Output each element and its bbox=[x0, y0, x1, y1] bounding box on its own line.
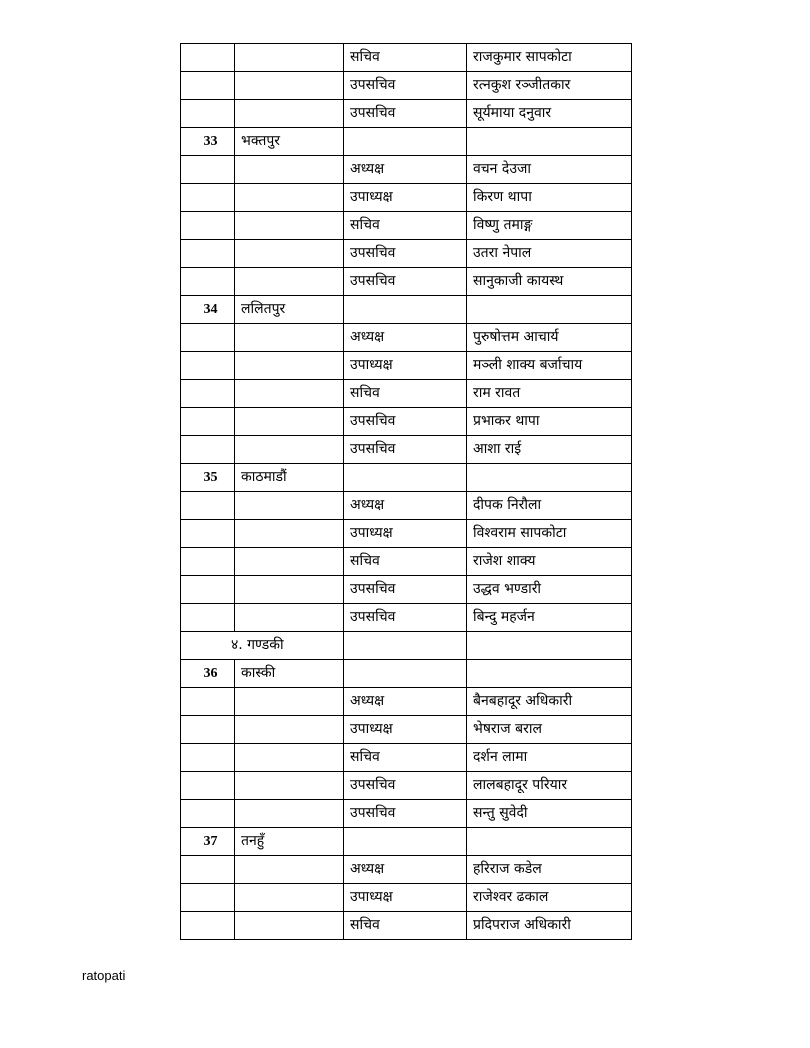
member-row bbox=[181, 744, 632, 772]
member-row bbox=[181, 772, 632, 800]
roster-body bbox=[181, 44, 632, 940]
post-cell bbox=[344, 828, 467, 856]
district-name-cell: कास्की bbox=[235, 660, 344, 688]
post-cell bbox=[344, 296, 467, 324]
district-cell bbox=[235, 884, 344, 912]
number-cell bbox=[181, 492, 235, 520]
member-name-cell: विश्वराम सापकोटा bbox=[467, 520, 632, 548]
district-cell bbox=[235, 212, 344, 240]
member-row bbox=[181, 436, 632, 464]
post-cell: उपाध्यक्ष bbox=[344, 352, 467, 380]
district-cell bbox=[235, 72, 344, 100]
post-cell: उपसचिव bbox=[344, 604, 467, 632]
member-row bbox=[181, 492, 632, 520]
member-name-cell bbox=[467, 828, 632, 856]
district-row bbox=[181, 464, 632, 492]
number-cell bbox=[181, 44, 235, 72]
member-name-cell: राजकुमार सापकोटा bbox=[467, 44, 632, 72]
district-cell bbox=[235, 408, 344, 436]
member-row bbox=[181, 884, 632, 912]
member-name-cell: सन्तु सुवेदी bbox=[467, 800, 632, 828]
member-row bbox=[181, 912, 632, 940]
post-cell: अध्यक्ष bbox=[344, 688, 467, 716]
member-name-cell bbox=[467, 296, 632, 324]
post-cell: उपसचिव bbox=[344, 72, 467, 100]
district-cell bbox=[235, 156, 344, 184]
member-name-cell: वचन देउजा bbox=[467, 156, 632, 184]
district-row bbox=[181, 828, 632, 856]
number-cell bbox=[181, 548, 235, 576]
district-name-cell: भक्तपुर bbox=[235, 128, 344, 156]
number-cell bbox=[181, 688, 235, 716]
district-cell bbox=[235, 100, 344, 128]
member-name-cell: उद्धव भण्डारी bbox=[467, 576, 632, 604]
district-row bbox=[181, 660, 632, 688]
district-cell bbox=[235, 856, 344, 884]
district-cell bbox=[235, 772, 344, 800]
member-name-cell: सूर्यमाया दनुवार bbox=[467, 100, 632, 128]
number-cell bbox=[181, 184, 235, 212]
member-row bbox=[181, 44, 632, 72]
number-cell bbox=[181, 324, 235, 352]
district-number-cell: 37 bbox=[181, 828, 235, 856]
post-cell bbox=[344, 660, 467, 688]
province-label: ४. गण्डकी bbox=[231, 637, 284, 653]
post-cell bbox=[344, 632, 467, 660]
district-cell bbox=[235, 240, 344, 268]
member-name-cell bbox=[467, 632, 632, 660]
post-cell: उपसचिव bbox=[344, 240, 467, 268]
number-cell bbox=[181, 436, 235, 464]
member-name-cell: भेषराज बराल bbox=[467, 716, 632, 744]
post-cell: सचिव bbox=[344, 912, 467, 940]
member-row bbox=[181, 856, 632, 884]
member-row bbox=[181, 576, 632, 604]
member-name-cell: सानुकाजी कायस्थ bbox=[467, 268, 632, 296]
number-cell bbox=[181, 380, 235, 408]
member-name-cell: दीपक निरौला bbox=[467, 492, 632, 520]
district-cell bbox=[235, 436, 344, 464]
member-name-cell: पुरुषोत्तम आचार्य bbox=[467, 324, 632, 352]
number-cell bbox=[181, 100, 235, 128]
post-cell bbox=[344, 464, 467, 492]
member-name-cell: विष्णु तमाङ्ग bbox=[467, 212, 632, 240]
post-cell: उपसचिव bbox=[344, 100, 467, 128]
district-cell bbox=[235, 520, 344, 548]
post-cell: सचिव bbox=[344, 212, 467, 240]
member-row bbox=[181, 156, 632, 184]
member-row bbox=[181, 72, 632, 100]
post-cell: उपाध्यक्ष bbox=[344, 520, 467, 548]
member-row bbox=[181, 604, 632, 632]
district-number-cell: 34 bbox=[181, 296, 235, 324]
member-name-cell: प्रभाकर थापा bbox=[467, 408, 632, 436]
district-cell bbox=[235, 352, 344, 380]
number-cell bbox=[181, 772, 235, 800]
member-row bbox=[181, 324, 632, 352]
member-name-cell: उतरा नेपाल bbox=[467, 240, 632, 268]
member-row bbox=[181, 408, 632, 436]
district-name-cell: तनहुँ bbox=[235, 828, 344, 856]
committee-roster-table bbox=[180, 43, 632, 940]
member-name-cell: आशा राई bbox=[467, 436, 632, 464]
source-label: ratopati bbox=[82, 968, 126, 983]
post-cell: उपसचिव bbox=[344, 772, 467, 800]
district-cell bbox=[235, 800, 344, 828]
post-cell: अध्यक्ष bbox=[344, 156, 467, 184]
number-cell bbox=[181, 856, 235, 884]
member-row bbox=[181, 352, 632, 380]
province-row bbox=[181, 632, 632, 660]
member-name-cell: दर्शन लामा bbox=[467, 744, 632, 772]
number-cell bbox=[181, 912, 235, 940]
district-cell bbox=[235, 576, 344, 604]
district-cell bbox=[235, 184, 344, 212]
district-cell bbox=[235, 324, 344, 352]
member-name-cell: किरण थापा bbox=[467, 184, 632, 212]
number-cell bbox=[181, 408, 235, 436]
district-name-cell: काठमाडौं bbox=[235, 464, 344, 492]
member-name-cell: मञ्ली शाक्य बर्जाचाय bbox=[467, 352, 632, 380]
post-cell bbox=[344, 128, 467, 156]
district-number-cell: 36 bbox=[181, 660, 235, 688]
member-name-cell: लालबहादूर परियार bbox=[467, 772, 632, 800]
number-cell bbox=[181, 72, 235, 100]
post-cell: सचिव bbox=[344, 44, 467, 72]
number-cell bbox=[181, 716, 235, 744]
district-cell bbox=[235, 44, 344, 72]
member-row bbox=[181, 716, 632, 744]
member-name-cell: राजेश्वर ढकाल bbox=[467, 884, 632, 912]
district-cell bbox=[235, 688, 344, 716]
member-row bbox=[181, 100, 632, 128]
post-cell: उपसचिव bbox=[344, 436, 467, 464]
post-cell: उपाध्यक्ष bbox=[344, 884, 467, 912]
number-cell bbox=[181, 744, 235, 772]
number-cell bbox=[181, 156, 235, 184]
post-cell: उपसचिव bbox=[344, 408, 467, 436]
district-number-cell: 33 bbox=[181, 128, 235, 156]
member-row bbox=[181, 688, 632, 716]
member-row bbox=[181, 212, 632, 240]
number-cell bbox=[181, 604, 235, 632]
member-row bbox=[181, 380, 632, 408]
member-row bbox=[181, 800, 632, 828]
member-name-cell: रत्नकुश रञ्जीतकार bbox=[467, 72, 632, 100]
member-name-cell: प्रदिपराज अधिकारी bbox=[467, 912, 632, 940]
post-cell: अध्यक्ष bbox=[344, 856, 467, 884]
district-cell bbox=[235, 268, 344, 296]
member-name-cell bbox=[467, 128, 632, 156]
post-cell: सचिव bbox=[344, 548, 467, 576]
member-row bbox=[181, 184, 632, 212]
number-cell bbox=[181, 800, 235, 828]
post-cell: सचिव bbox=[344, 380, 467, 408]
post-cell: उपसचिव bbox=[344, 576, 467, 604]
post-cell: अध्यक्ष bbox=[344, 324, 467, 352]
number-cell bbox=[181, 212, 235, 240]
post-cell: अध्यक्ष bbox=[344, 492, 467, 520]
member-name-cell bbox=[467, 660, 632, 688]
member-row bbox=[181, 240, 632, 268]
district-cell bbox=[235, 912, 344, 940]
member-name-cell: बैनबहादूर अधिकारी bbox=[467, 688, 632, 716]
member-name-cell: राम रावत bbox=[467, 380, 632, 408]
member-name-cell bbox=[467, 464, 632, 492]
number-cell bbox=[181, 576, 235, 604]
member-name-cell: बिन्दु महर्जन bbox=[467, 604, 632, 632]
district-cell bbox=[235, 380, 344, 408]
member-name-cell: हरिराज कडेल bbox=[467, 856, 632, 884]
post-cell: उपाध्यक्ष bbox=[344, 716, 467, 744]
member-row bbox=[181, 268, 632, 296]
district-row bbox=[181, 296, 632, 324]
district-cell bbox=[235, 604, 344, 632]
member-name-cell: राजेश शाक्य bbox=[467, 548, 632, 576]
province-cell bbox=[181, 632, 344, 660]
district-name-cell: ललितपुर bbox=[235, 296, 344, 324]
number-cell bbox=[181, 352, 235, 380]
number-cell bbox=[181, 268, 235, 296]
district-number-cell: 35 bbox=[181, 464, 235, 492]
member-row bbox=[181, 520, 632, 548]
member-row bbox=[181, 548, 632, 576]
district-cell bbox=[235, 492, 344, 520]
district-cell bbox=[235, 548, 344, 576]
post-cell: सचिव bbox=[344, 744, 467, 772]
number-cell bbox=[181, 240, 235, 268]
number-cell bbox=[181, 520, 235, 548]
post-cell: उपसचिव bbox=[344, 268, 467, 296]
district-row bbox=[181, 128, 632, 156]
post-cell: उपसचिव bbox=[344, 800, 467, 828]
district-cell bbox=[235, 744, 344, 772]
number-cell bbox=[181, 884, 235, 912]
post-cell: उपाध्यक्ष bbox=[344, 184, 467, 212]
district-cell bbox=[235, 716, 344, 744]
